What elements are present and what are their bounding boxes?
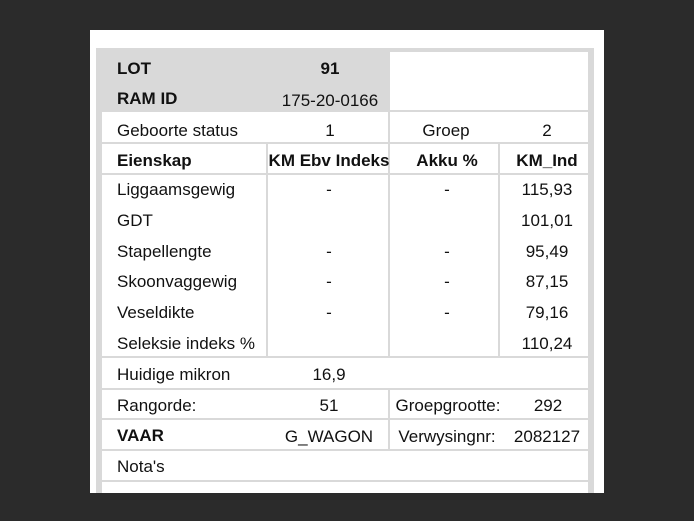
trait-ebv: - [326,303,332,322]
group-label: Groep [422,121,470,140]
micron-value: 16,9 [312,365,346,384]
sire-label: VAAR [117,426,164,445]
trait-ebv: - [326,242,332,261]
trait-ebv: - [326,272,332,291]
col-header-eienskap: Eienskap [117,151,192,170]
group-cell [390,112,588,142]
ref-label: Verwysingnr: [398,427,496,446]
col-header-ind: KM_Ind [516,151,578,170]
trait-ind: 95,49 [525,242,569,261]
birth-status-value: 1 [325,121,335,140]
lot-label: LOT [117,59,151,78]
trait-ebv: - [326,180,332,199]
trait-name: Seleksie indeks % [117,334,255,353]
trait-ind: 115,93 [521,180,573,199]
trait-ind: 87,15 [525,272,569,291]
trait-ind: 101,01 [521,211,573,230]
group-value: 2 [542,121,552,140]
sire-value: G_WAGON [284,427,374,446]
trait-akku: - [444,303,450,322]
birth-status-label: Geboorte status [117,121,238,140]
ram-id-value: 175-20-0166 [281,91,379,110]
notes-cell [102,451,588,480]
trait-name: Skoonvaggewig [117,272,238,291]
micron-label: Huidige mikron [117,365,231,384]
notes-label: Nota's [117,457,165,476]
trait-name: GDT [117,211,153,230]
trait-ind: 110,24 [521,334,573,353]
group-size-value: 292 [533,396,563,415]
trait-ebv-cell [268,175,388,356]
trait-names-cell [102,175,266,356]
trait-akku: - [444,272,450,291]
trait-name: Veseldikte [117,303,195,322]
rank-value: 51 [319,396,339,415]
trait-ind-cell [500,175,588,356]
trait-akku: - [444,180,450,199]
trait-akku-cell [390,175,498,356]
trait-akku: - [444,242,450,261]
notes-extra-cell [102,482,588,493]
ref-value: 2082127 [513,427,581,446]
trait-ind: 79,16 [525,303,569,322]
trait-name: Liggaamsgewig [117,180,236,199]
header-blank-cell [390,52,588,110]
group-size-label: Groepgrootte: [395,396,501,415]
rank-label: Rangorde: [117,396,197,415]
lot-value: 91 [320,59,340,78]
lot-card [90,30,604,493]
trait-name: Stapellengte [117,242,212,261]
ram-id-label: RAM ID [117,89,178,108]
col-header-ebv: KM Ebv Indeks [268,151,390,170]
col-header-akku: Akku % [416,151,478,170]
